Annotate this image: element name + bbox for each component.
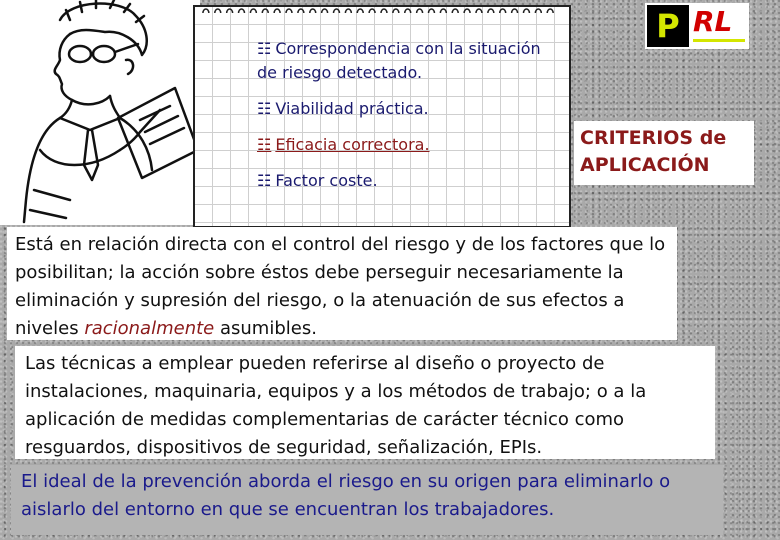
criteria-item-active[interactable]	[257, 133, 557, 157]
logo-letter-p: P	[647, 5, 689, 47]
paragraph-control-riesgo	[7, 227, 677, 340]
paragraph-text: Está en relación directa con el control del riesgo y de los factores que lo posibilitan; la acción sobre éstos debe perseguir necesariamente la eliminación y supresión del riesgo, o la atenuación de sus efectos a niveles	[15, 234, 666, 339]
bullet-icon: ☷	[257, 171, 272, 190]
criteria-item	[257, 97, 557, 121]
spiral-binding-icon	[195, 3, 569, 17]
bullet-icon: ☷	[257, 99, 272, 118]
criteria-item-label: Viabilidad práctica.	[275, 99, 429, 118]
bullet-icon: ☷	[257, 135, 272, 154]
paragraph-emphasis: racionalmente	[84, 318, 215, 339]
person-writing-illustration	[0, 0, 200, 225]
heading-line-1: CRITERIOS de	[580, 127, 727, 149]
paragraph-tecnicas	[15, 346, 715, 459]
criteria-notepad	[193, 5, 571, 228]
criteria-item-label: Eficacia correctora.	[275, 135, 430, 154]
logo-underline	[693, 39, 745, 42]
bullet-icon: ☷	[257, 39, 272, 58]
paragraph-text: El ideal de la prevención aborda el riesgo en su origen para eliminarlo o aislarlo del entorno en que se encuentran los trabajadores.	[21, 471, 671, 520]
section-heading	[574, 121, 754, 185]
paragraph-text: asumibles.	[214, 318, 317, 339]
person-writing-icon	[0, 0, 200, 225]
logo-letters-rl: RL	[693, 5, 733, 38]
paragraph-text: Las técnicas a emplear pueden referirse al diseño o proyecto de instalaciones, maquinaria, equipos y a los métodos de trabajo; o a la aplicación de medidas complementarias de carácter técnico como resguardos, dispositivos de seguridad, señalización, EPIs.	[25, 353, 647, 458]
prl-logo	[645, 3, 749, 49]
heading-line-2: APLICACIÓN	[580, 154, 710, 176]
paragraph-ideal-prevencion	[11, 465, 723, 535]
criteria-list	[257, 37, 557, 205]
criteria-item	[257, 37, 557, 85]
criteria-item	[257, 169, 557, 193]
criteria-item-label: Factor coste.	[275, 171, 378, 190]
criteria-item-label: Correspondencia con la situación de riesgo detectado.	[257, 39, 541, 82]
